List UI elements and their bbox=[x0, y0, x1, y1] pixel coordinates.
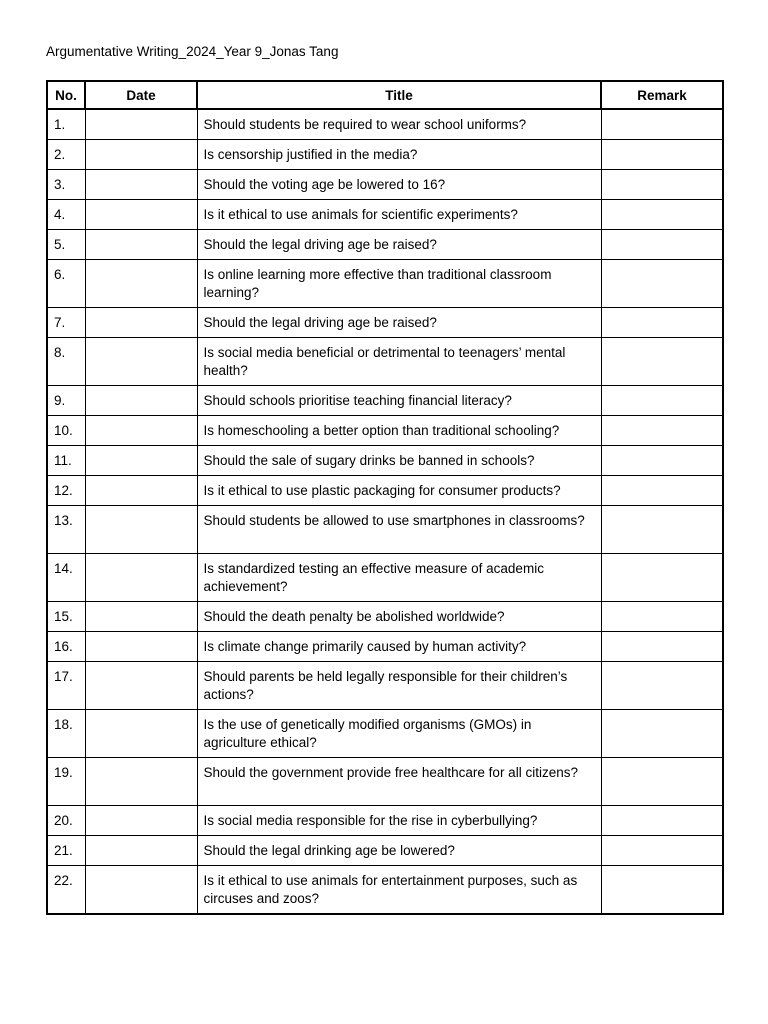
document-title: Argumentative Writing_2024_Year 9_Jonas Tang bbox=[46, 44, 339, 59]
date-cell[interactable] bbox=[85, 446, 197, 476]
row-number: 12. bbox=[47, 476, 85, 506]
row-number: 7. bbox=[47, 308, 85, 338]
table-row bbox=[47, 806, 723, 836]
topic-title: Is standardized testing an effective measure of academic achievement? bbox=[197, 554, 601, 602]
row-number: 4. bbox=[47, 200, 85, 230]
table-row bbox=[47, 836, 723, 866]
topic-title: Is online learning more effective than traditional classroom learning? bbox=[197, 260, 601, 308]
table-row bbox=[47, 446, 723, 476]
topic-title: Should the legal driving age be raised? bbox=[197, 230, 601, 260]
remark-cell[interactable] bbox=[601, 416, 723, 446]
date-cell[interactable] bbox=[85, 200, 197, 230]
row-number: 19. bbox=[47, 758, 85, 806]
date-cell[interactable] bbox=[85, 806, 197, 836]
row-number: 21. bbox=[47, 836, 85, 866]
column-header-date: Date bbox=[85, 81, 197, 109]
date-cell[interactable] bbox=[85, 506, 197, 554]
row-number: 20. bbox=[47, 806, 85, 836]
table-row bbox=[47, 710, 723, 758]
topic-title: Should students be allowed to use smartphones in classrooms? bbox=[197, 506, 601, 554]
remark-cell[interactable] bbox=[601, 806, 723, 836]
date-cell[interactable] bbox=[85, 632, 197, 662]
remark-cell[interactable] bbox=[601, 866, 723, 915]
remark-cell[interactable] bbox=[601, 338, 723, 386]
topic-title: Is censorship justified in the media? bbox=[197, 140, 601, 170]
date-cell[interactable] bbox=[85, 602, 197, 632]
table-row bbox=[47, 260, 723, 308]
table-row bbox=[47, 866, 723, 915]
table-row bbox=[47, 386, 723, 416]
topic-title: Should the legal drinking age be lowered? bbox=[197, 836, 601, 866]
remark-cell[interactable] bbox=[601, 109, 723, 140]
remark-cell[interactable] bbox=[601, 632, 723, 662]
date-cell[interactable] bbox=[85, 170, 197, 200]
row-number: 9. bbox=[47, 386, 85, 416]
remark-cell[interactable] bbox=[601, 140, 723, 170]
topic-title: Should the death penalty be abolished worldwide? bbox=[197, 602, 601, 632]
remark-cell[interactable] bbox=[601, 758, 723, 806]
topics-table bbox=[46, 80, 724, 915]
remark-cell[interactable] bbox=[601, 446, 723, 476]
date-cell[interactable] bbox=[85, 260, 197, 308]
topic-title: Should parents be held legally responsible for their children’s actions? bbox=[197, 662, 601, 710]
date-cell[interactable] bbox=[85, 109, 197, 140]
date-cell[interactable] bbox=[85, 308, 197, 338]
date-cell[interactable] bbox=[85, 416, 197, 446]
topic-title: Should the government provide free healthcare for all citizens? bbox=[197, 758, 601, 806]
topic-title: Should schools prioritise teaching financial literacy? bbox=[197, 386, 601, 416]
remark-cell[interactable] bbox=[601, 200, 723, 230]
remark-cell[interactable] bbox=[601, 308, 723, 338]
date-cell[interactable] bbox=[85, 140, 197, 170]
row-number: 15. bbox=[47, 602, 85, 632]
row-number: 14. bbox=[47, 554, 85, 602]
row-number: 1. bbox=[47, 109, 85, 140]
topic-title: Should the voting age be lowered to 16? bbox=[197, 170, 601, 200]
table-row bbox=[47, 632, 723, 662]
topic-title: Should the sale of sugary drinks be banned in schools? bbox=[197, 446, 601, 476]
date-cell[interactable] bbox=[85, 476, 197, 506]
remark-cell[interactable] bbox=[601, 386, 723, 416]
column-header-remark: Remark bbox=[601, 81, 723, 109]
date-cell[interactable] bbox=[85, 230, 197, 260]
remark-cell[interactable] bbox=[601, 554, 723, 602]
remark-cell[interactable] bbox=[601, 662, 723, 710]
date-cell[interactable] bbox=[85, 758, 197, 806]
table-row bbox=[47, 230, 723, 260]
row-number: 5. bbox=[47, 230, 85, 260]
date-cell[interactable] bbox=[85, 710, 197, 758]
remark-cell[interactable] bbox=[601, 602, 723, 632]
topic-title: Is climate change primarily caused by human activity? bbox=[197, 632, 601, 662]
table-row bbox=[47, 308, 723, 338]
date-cell[interactable] bbox=[85, 338, 197, 386]
table-row bbox=[47, 662, 723, 710]
table-row bbox=[47, 338, 723, 386]
remark-cell[interactable] bbox=[601, 836, 723, 866]
topic-title: Is social media responsible for the rise in cyberbullying? bbox=[197, 806, 601, 836]
row-number: 13. bbox=[47, 506, 85, 554]
row-number: 17. bbox=[47, 662, 85, 710]
date-cell[interactable] bbox=[85, 386, 197, 416]
date-cell[interactable] bbox=[85, 836, 197, 866]
table-row bbox=[47, 506, 723, 554]
remark-cell[interactable] bbox=[601, 170, 723, 200]
table-row bbox=[47, 109, 723, 140]
table-row bbox=[47, 476, 723, 506]
topic-title: Is it ethical to use plastic packaging for consumer products? bbox=[197, 476, 601, 506]
row-number: 3. bbox=[47, 170, 85, 200]
topic-title: Is the use of genetically modified organisms (GMOs) in agriculture ethical? bbox=[197, 710, 601, 758]
remark-cell[interactable] bbox=[601, 230, 723, 260]
column-header-no: No. bbox=[47, 81, 85, 109]
table-row bbox=[47, 200, 723, 230]
topic-title: Should students be required to wear school uniforms? bbox=[197, 109, 601, 140]
remark-cell[interactable] bbox=[601, 260, 723, 308]
table-row bbox=[47, 602, 723, 632]
table-row bbox=[47, 554, 723, 602]
table-row bbox=[47, 140, 723, 170]
date-cell[interactable] bbox=[85, 866, 197, 915]
table-row bbox=[47, 170, 723, 200]
row-number: 11. bbox=[47, 446, 85, 476]
column-header-title: Title bbox=[197, 81, 601, 109]
row-number: 18. bbox=[47, 710, 85, 758]
topic-title: Is social media beneficial or detrimental to teenagers’ mental health? bbox=[197, 338, 601, 386]
remark-cell[interactable] bbox=[601, 476, 723, 506]
row-number: 22. bbox=[47, 866, 85, 915]
date-cell[interactable] bbox=[85, 662, 197, 710]
topic-title: Is homeschooling a better option than traditional schooling? bbox=[197, 416, 601, 446]
row-number: 2. bbox=[47, 140, 85, 170]
table-body bbox=[47, 109, 723, 914]
remark-cell[interactable] bbox=[601, 710, 723, 758]
topic-title: Is it ethical to use animals for entertainment purposes, such as circuses and zoos? bbox=[197, 866, 601, 915]
table-row bbox=[47, 758, 723, 806]
row-number: 16. bbox=[47, 632, 85, 662]
table-header-row bbox=[47, 81, 723, 109]
row-number: 6. bbox=[47, 260, 85, 308]
table-row bbox=[47, 416, 723, 446]
topic-title: Should the legal driving age be raised? bbox=[197, 308, 601, 338]
row-number: 10. bbox=[47, 416, 85, 446]
remark-cell[interactable] bbox=[601, 506, 723, 554]
topic-title: Is it ethical to use animals for scientific experiments? bbox=[197, 200, 601, 230]
date-cell[interactable] bbox=[85, 554, 197, 602]
row-number: 8. bbox=[47, 338, 85, 386]
